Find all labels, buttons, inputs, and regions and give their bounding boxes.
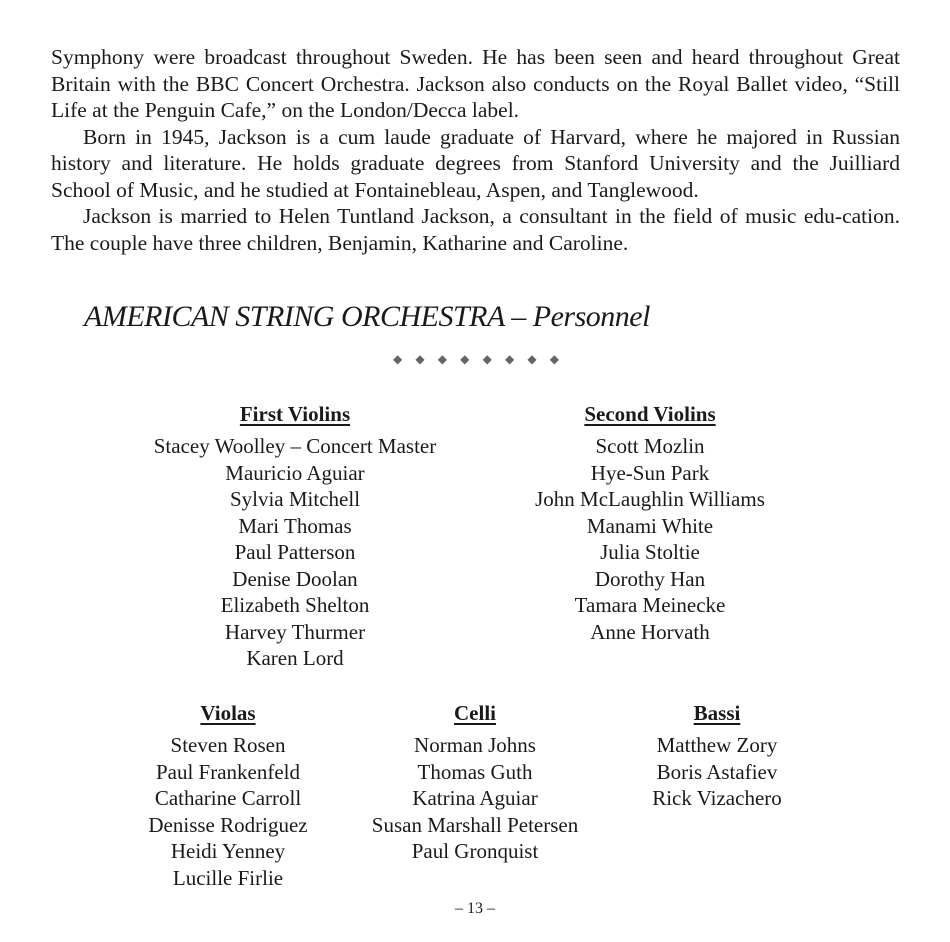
member-name: Elizabeth Shelton bbox=[220, 593, 370, 617]
member-name: Harvey Thurmer bbox=[224, 619, 366, 644]
member-name: Scott Mozlin bbox=[595, 434, 705, 458]
diamond-icon: ◆ bbox=[415, 352, 425, 366]
member-name: Anne Horvath bbox=[590, 619, 710, 644]
member-name: John McLaughlin Williams bbox=[535, 487, 765, 511]
diamond-icon: ◆ bbox=[549, 352, 559, 366]
member-name: Paul Patterson bbox=[234, 540, 356, 564]
member-name: Stacey Woolley – Concert Master bbox=[153, 434, 437, 458]
section-violas bbox=[128, 700, 328, 891]
page-number: – 13 – bbox=[455, 900, 495, 917]
section-celli bbox=[350, 700, 600, 865]
diamond-icon: ◆ bbox=[437, 352, 448, 366]
member-name: Mari Thomas bbox=[238, 513, 352, 538]
section-title: Second Violins bbox=[584, 402, 716, 426]
member-list bbox=[350, 732, 600, 865]
diamond-icon: ◆ bbox=[482, 352, 492, 366]
personnel-heading: AMERICAN STRING ORCHESTRA – Personnel bbox=[84, 300, 650, 333]
diamond-icon: ◆ bbox=[504, 352, 515, 366]
diamond-ornament-divider bbox=[393, 352, 559, 366]
member-name: Dorothy Han bbox=[594, 566, 706, 591]
member-name: Catharine Carroll bbox=[154, 786, 302, 810]
member-name: Sylvia Mitchell bbox=[229, 487, 361, 511]
section-bassi bbox=[617, 700, 817, 812]
section-title: Violas bbox=[200, 701, 256, 725]
member-name: Thomas Guth bbox=[417, 759, 533, 784]
section-title: Celli bbox=[454, 701, 496, 725]
section-second-violins bbox=[500, 401, 800, 645]
member-name: Denise Doolan bbox=[232, 566, 358, 591]
member-name: Norman Johns bbox=[414, 733, 536, 757]
member-name: Denisse Rodriguez bbox=[148, 812, 308, 837]
member-list bbox=[617, 732, 817, 812]
section-title: Bassi bbox=[693, 701, 741, 725]
member-name: Karen Lord bbox=[246, 646, 344, 670]
member-name: Steven Rosen bbox=[170, 733, 286, 757]
section-first-violins bbox=[120, 401, 470, 672]
diamond-icon: ◆ bbox=[393, 352, 403, 366]
member-name: Tamara Meinecke bbox=[574, 593, 726, 617]
member-list bbox=[500, 433, 800, 645]
member-list bbox=[128, 732, 328, 891]
member-name: Boris Astafiev bbox=[656, 759, 778, 784]
member-name: Susan Marshall Petersen bbox=[371, 812, 579, 837]
member-name: Matthew Zory bbox=[656, 733, 778, 757]
member-name: Paul Gronquist bbox=[411, 839, 539, 863]
bio-paragraph: Jackson is married to Helen Tuntland Jackson, a consultant in the field of music edu-cation. The couple have three children, Benjamin, Katharine and Caroline. bbox=[51, 204, 900, 255]
member-name: Paul Frankenfeld bbox=[155, 759, 301, 784]
member-name: Hye-Sun Park bbox=[590, 460, 710, 485]
member-list bbox=[120, 433, 470, 672]
member-name: Manami White bbox=[586, 513, 714, 538]
section-title: First Violins bbox=[239, 402, 351, 426]
bio-paragraph: Born in 1945, Jackson is a cum laude graduate of Harvard, where he majored in Russian history and literature. He holds graduate degrees from Stanford University and the Juilliard School of Music, and he studied at Fontainebleau, Aspen, and Tanglewood. bbox=[51, 124, 900, 202]
member-name: Heidi Yenney bbox=[170, 839, 286, 863]
member-name: Mauricio Aguiar bbox=[225, 460, 365, 485]
diamond-icon: ◆ bbox=[527, 352, 537, 366]
member-name: Katrina Aguiar bbox=[412, 786, 538, 810]
bio-paragraph: Symphony were broadcast throughout Sweden. He has been seen and heard throughout Great Britain with the BBC Concert Orchestra. Jackson also conducts on the Royal Ballet video, “Still Life at the Penguin Cafe,” on the London/Decca label. bbox=[51, 45, 900, 122]
member-name: Lucille Firlie bbox=[172, 865, 284, 890]
member-name: Rick Vizachero bbox=[652, 786, 782, 810]
biography-text bbox=[51, 44, 900, 256]
diamond-icon: ◆ bbox=[460, 352, 470, 366]
member-name: Julia Stoltie bbox=[600, 540, 700, 564]
